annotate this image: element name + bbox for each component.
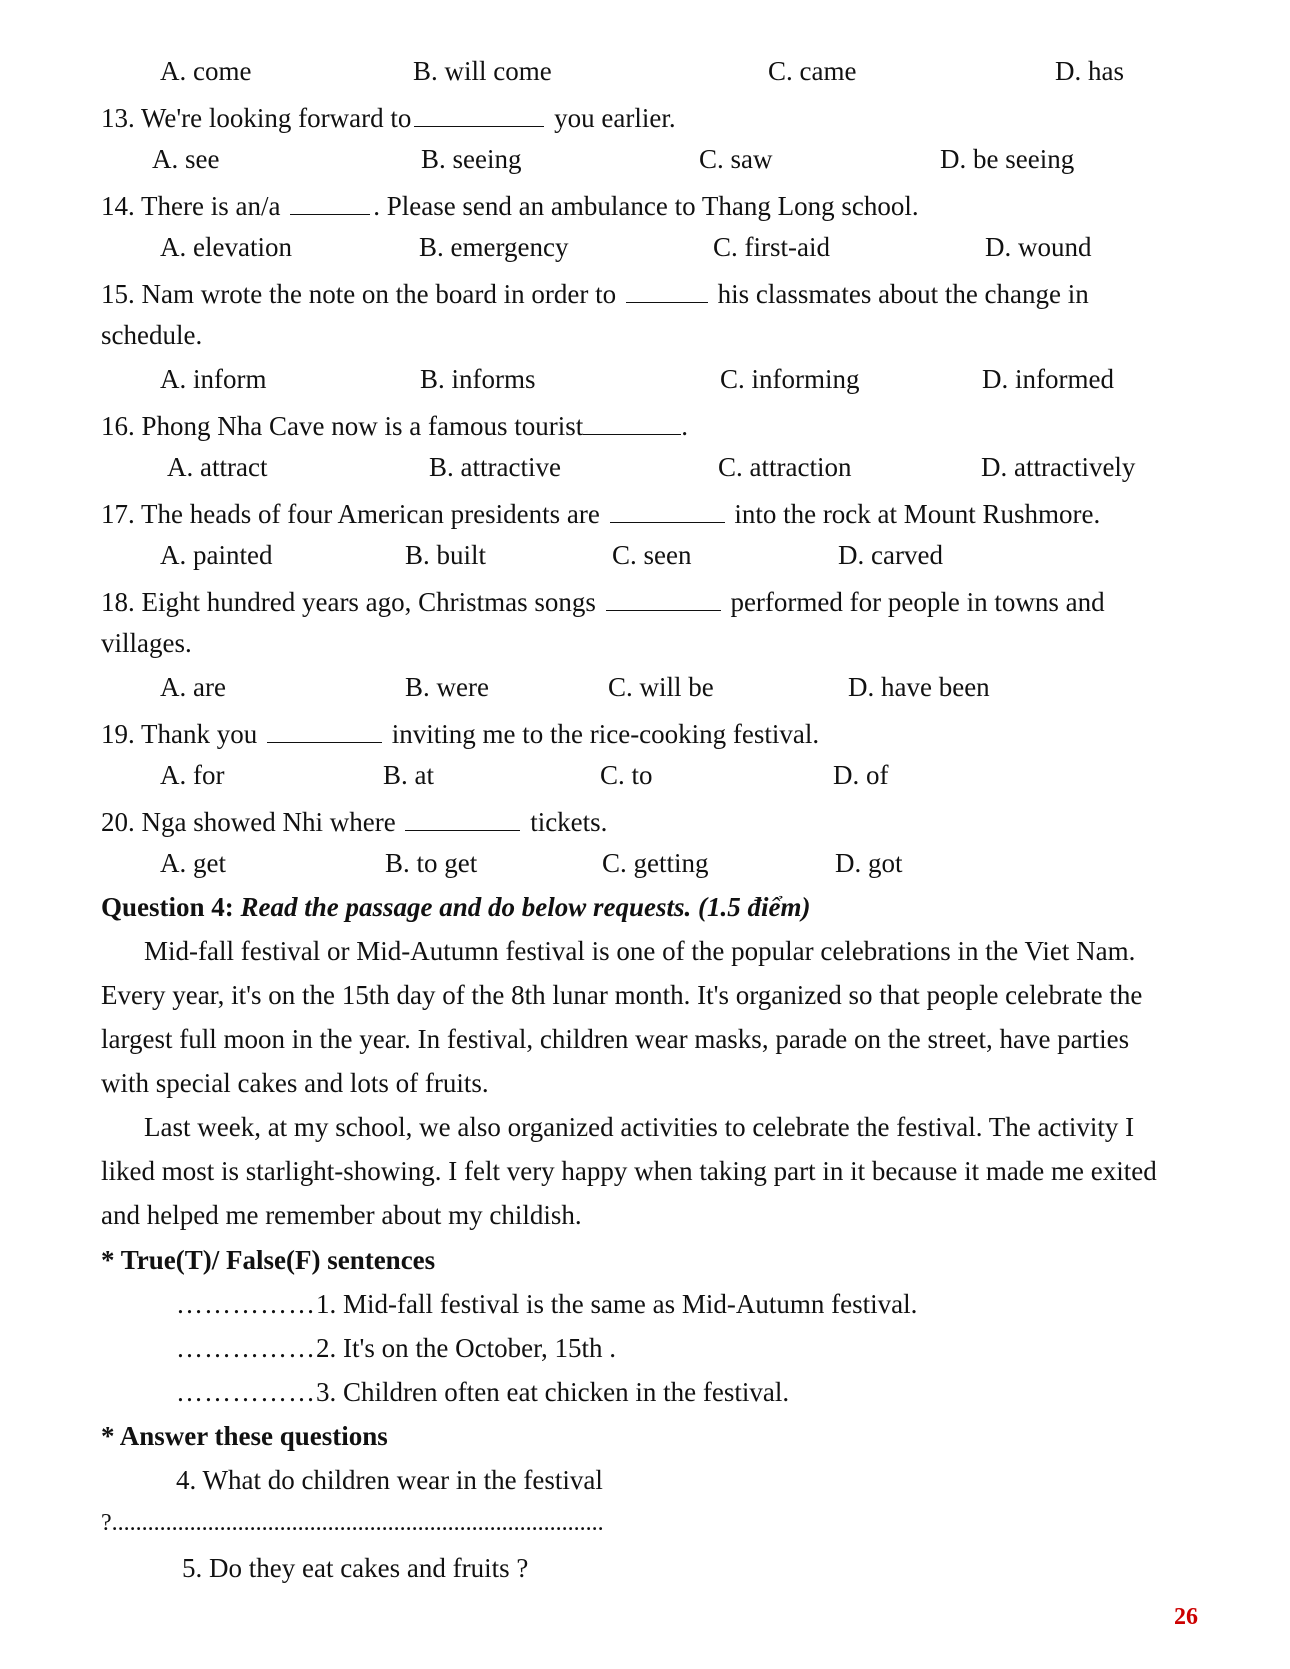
answer-blank bbox=[606, 586, 721, 611]
question-13 bbox=[101, 102, 676, 132]
q13-option-c: C. saw bbox=[699, 144, 773, 174]
question-text: 18. Eight hundred years ago, Christmas songs bbox=[101, 587, 603, 617]
q17-option-c: C. seen bbox=[612, 540, 692, 570]
q16-option-c: C. attraction bbox=[718, 452, 852, 482]
answer-dots: …………… bbox=[176, 1333, 316, 1363]
question-instruction: Read the passage and do below requests. (1.5 điểm) bbox=[233, 892, 811, 922]
question-text: 16. Phong Nha Cave now is a famous tourist bbox=[101, 411, 584, 441]
question-text: performed for people in towns and bbox=[723, 587, 1105, 617]
question-15 bbox=[101, 278, 1089, 308]
tf-item-2 bbox=[176, 1335, 616, 1362]
q12-option-c: C. came bbox=[768, 56, 857, 86]
q14-option-d: D. wound bbox=[985, 232, 1092, 262]
question-16 bbox=[101, 410, 688, 440]
question-text: 15. Nam wrote the note on the board in order to bbox=[101, 279, 623, 309]
answer-blank bbox=[414, 102, 544, 127]
q14-option-c: C. first-aid bbox=[713, 232, 830, 262]
question-text: tickets. bbox=[523, 807, 608, 837]
q13-option-b: B. seeing bbox=[421, 144, 522, 174]
q12-option-a: A. come bbox=[160, 56, 252, 86]
question-text: 13. We're looking forward to bbox=[101, 103, 412, 133]
q17-option-a: A. painted bbox=[160, 540, 273, 570]
question-15-continuation: schedule. bbox=[101, 320, 203, 350]
q20-option-a: A. get bbox=[160, 848, 226, 878]
tf-item-text: 3. Children often eat chicken in the festival. bbox=[316, 1377, 790, 1407]
q16-option-d: D. attractively bbox=[981, 452, 1136, 482]
q18-option-c: C. will be bbox=[608, 672, 714, 702]
tf-item-text: 1. Mid-fall festival is the same as Mid-Autumn festival. bbox=[316, 1289, 918, 1319]
q19-option-d: D. of bbox=[833, 760, 889, 790]
q20-option-c: C. getting bbox=[602, 848, 709, 878]
answer-blank bbox=[267, 718, 382, 743]
answer-blank bbox=[610, 498, 725, 523]
answer-dots: …………… bbox=[176, 1377, 316, 1407]
question-text: inviting me to the rice-cooking festival. bbox=[385, 719, 820, 749]
q20-option-d: D. got bbox=[835, 848, 903, 878]
tf-item-3 bbox=[176, 1379, 789, 1406]
question-18 bbox=[101, 586, 1105, 616]
q13-option-a: A. see bbox=[152, 144, 220, 174]
q18-option-d: D. have been bbox=[848, 672, 990, 702]
question-text: into the rock at Mount Rushmore. bbox=[727, 499, 1101, 529]
tf-item-text: 2. It's on the October, 15th . bbox=[316, 1333, 616, 1363]
q17-option-b: B. built bbox=[405, 540, 487, 570]
answer-blank bbox=[626, 278, 708, 303]
page-number: 26 bbox=[1174, 1604, 1198, 1630]
q12-option-b: B. will come bbox=[413, 56, 552, 86]
answer-line-4: ?.................................................................................. bbox=[101, 1510, 604, 1536]
answer-blank bbox=[290, 190, 370, 215]
question-text: 20. Nga showed Nhi where bbox=[101, 807, 403, 837]
q13-option-d: D. be seeing bbox=[940, 144, 1075, 174]
q18-option-b: B. were bbox=[405, 672, 489, 702]
q15-option-d: D. informed bbox=[982, 364, 1114, 394]
question-20 bbox=[101, 806, 607, 836]
question-text: his classmates about the change in bbox=[710, 279, 1089, 309]
question-text: you earlier. bbox=[547, 103, 676, 133]
q15-option-a: A. inform bbox=[160, 364, 267, 394]
answer-blank bbox=[405, 806, 520, 831]
q15-option-b: B. informs bbox=[420, 364, 536, 394]
q14-option-b: B. emergency bbox=[419, 232, 569, 262]
answer-question-4: 4. What do children wear in the festival bbox=[176, 1465, 603, 1495]
passage-paragraph-2: Last week, at my school, we also organized activities to celebrate the festival. The activity I liked most is starlight-showing. I felt very happy when taking part in it because it made me exited and helped me remember about my childish. bbox=[101, 1112, 1157, 1230]
passage-paragraph-1: Mid-fall festival or Mid-Autumn festival is one of the popular celebrations in the Viet Nam. Every year, it's on the 15th day of the 8th lunar month. It's organized so that people celebrate the largest full moon in the year. In festival, children wear masks, parade on the street, have parties with special cakes and lots of fruits. bbox=[101, 936, 1143, 1098]
answer-dots: …………… bbox=[176, 1289, 316, 1319]
question-text: 14. There is an/a bbox=[101, 191, 288, 221]
q19-option-b: B. at bbox=[383, 760, 434, 790]
question-19 bbox=[101, 718, 819, 748]
question-17 bbox=[101, 498, 1100, 528]
question-18-continuation: villages. bbox=[101, 628, 192, 658]
question-14 bbox=[101, 190, 919, 220]
question-text: . Please send an ambulance to Thang Long school. bbox=[373, 191, 919, 221]
q19-option-c: C. to bbox=[600, 760, 653, 790]
answer-question-5: 5. Do they eat cakes and fruits ? bbox=[182, 1553, 529, 1583]
q19-option-a: A. for bbox=[160, 760, 225, 790]
q17-option-d: D. carved bbox=[838, 540, 943, 570]
q18-option-a: A. are bbox=[160, 672, 226, 702]
q12-option-d: D. has bbox=[1055, 56, 1124, 86]
q16-option-a: A. attract bbox=[167, 452, 268, 482]
question-text: . bbox=[681, 411, 688, 441]
q20-option-b: B. to get bbox=[385, 848, 478, 878]
question-4-heading bbox=[101, 894, 811, 921]
true-false-heading: * True(T)/ False(F) sentences bbox=[101, 1245, 436, 1275]
answer-blank bbox=[583, 410, 681, 435]
answer-questions-heading: * Answer these questions bbox=[101, 1421, 388, 1451]
question-label: Question 4: bbox=[101, 892, 234, 922]
question-text: 17. The heads of four American presidents are bbox=[101, 499, 607, 529]
q15-option-c: C. informing bbox=[720, 364, 860, 394]
q16-option-b: B. attractive bbox=[429, 452, 561, 482]
question-text: 19. Thank you bbox=[101, 719, 264, 749]
tf-item-1 bbox=[176, 1291, 917, 1318]
q14-option-a: A. elevation bbox=[160, 232, 292, 262]
